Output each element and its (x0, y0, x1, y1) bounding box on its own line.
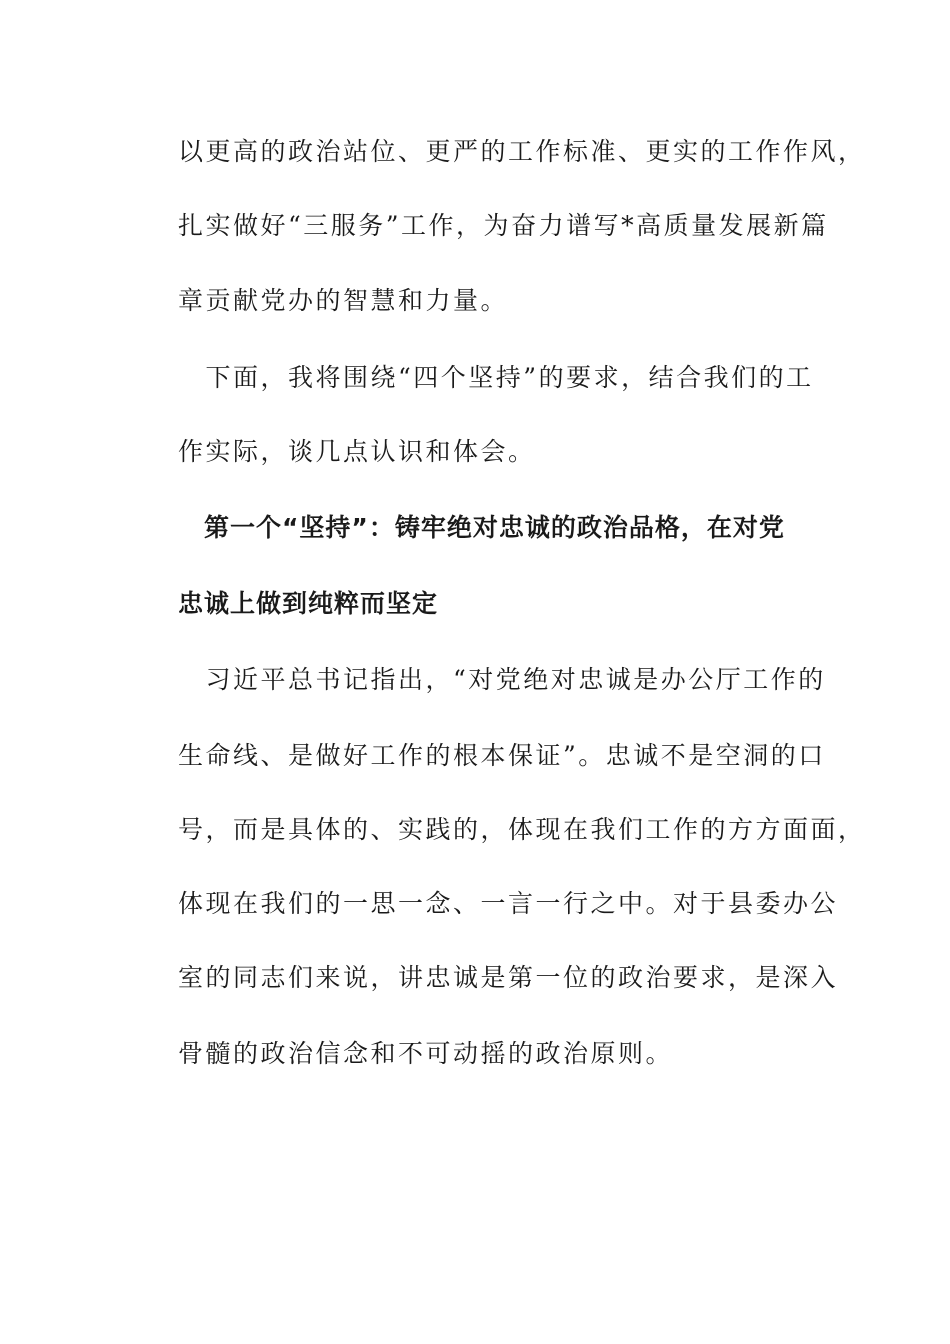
text-line: 扎实做好“三服务”工作，为奋力谱写*高质量发展新篇 (178, 211, 829, 240)
section-heading-line: 忠诚上做到纯粹而坚定 (178, 589, 439, 618)
text-line: 习近平总书记指出，“对党绝对忠诚是办公厅工作的 (178, 665, 826, 694)
text-line: 体现在我们的一思一念、一言一行之中。对于县委办公 (178, 889, 839, 918)
section-heading-line: 第一个“坚持”：铸牢绝对忠诚的政治品格，在对党 (178, 513, 785, 542)
text-line: 生命线、是做好工作的根本保证”。忠诚不是空洞的口 (178, 741, 826, 770)
text-line: 号，而是具体的、实践的，体现在我们工作的方方面面， (178, 815, 866, 844)
text-line: 以更高的政治站位、更严的工作标准、更实的工作作风， (178, 137, 866, 166)
text-line: 作实际，谈几点认识和体会。 (178, 437, 536, 466)
text-line: 下面，我将围绕“四个坚持”的要求，结合我们的工 (178, 363, 814, 392)
text-line: 室的同志们来说，讲忠诚是第一位的政治要求，是深入 (178, 963, 839, 992)
text-line: 骨髓的政治信念和不可动摇的政治原则。 (178, 1039, 674, 1068)
text-line: 章贡献党办的智慧和力量。 (178, 286, 509, 315)
